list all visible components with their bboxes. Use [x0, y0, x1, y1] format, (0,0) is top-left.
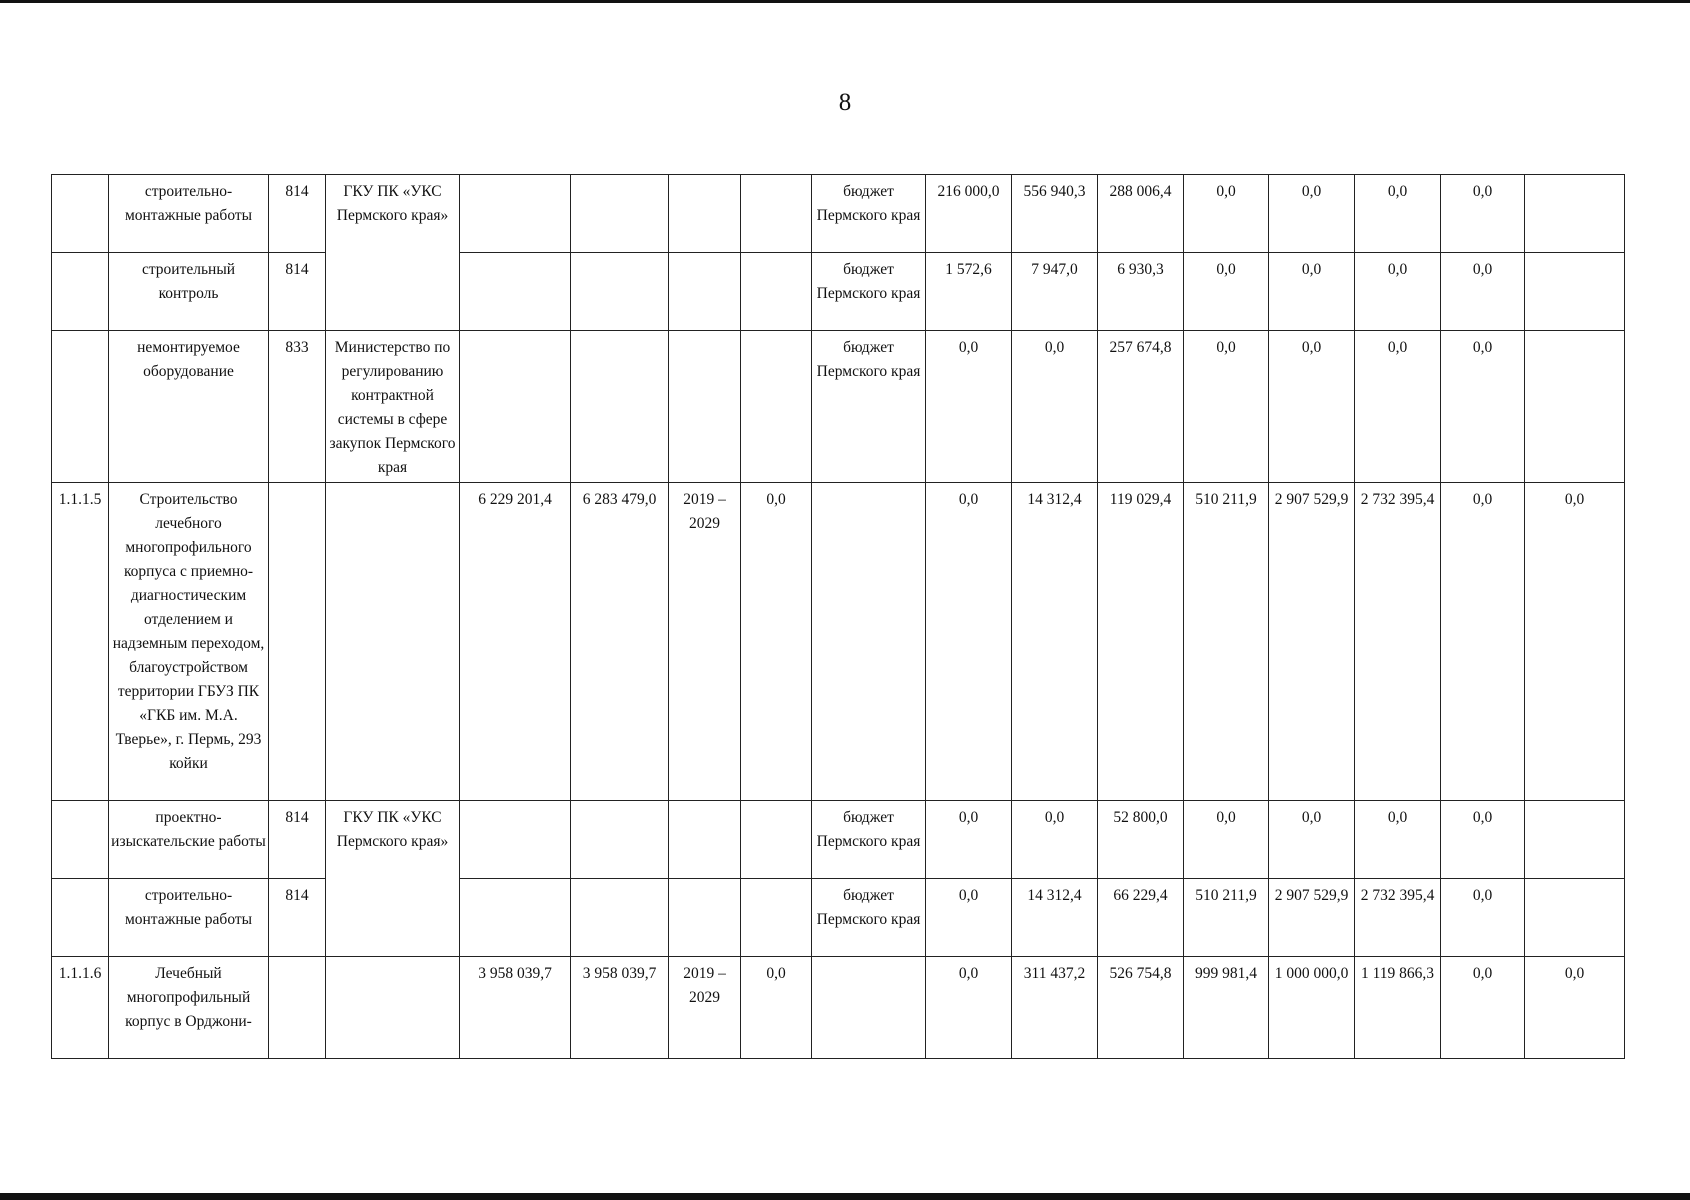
cell-value-7: 0,0	[1441, 331, 1525, 483]
cell-period	[669, 801, 741, 879]
cell-value-7: 0,0	[1441, 957, 1525, 1059]
cell-readiness	[741, 253, 812, 331]
cell-period: 2019 – 2029	[669, 957, 741, 1059]
cell-executor	[326, 483, 460, 801]
cell-value-2: 556 940,3	[1012, 175, 1098, 253]
cell-value-1: 0,0	[926, 879, 1012, 957]
cell-readiness	[741, 331, 812, 483]
table-row	[52, 957, 1625, 1059]
cell-code	[52, 331, 109, 483]
cell-grbs: 814	[269, 175, 326, 253]
cell-value-4: 510 211,9	[1184, 879, 1269, 957]
cell-readiness: 0,0	[741, 957, 812, 1059]
table-row	[52, 331, 1625, 483]
cell-value-5: 2 907 529,9	[1269, 879, 1355, 957]
cell-value-6: 0,0	[1355, 253, 1441, 331]
cell-value-5: 0,0	[1269, 175, 1355, 253]
table-row	[52, 801, 1625, 879]
cell-readiness: 0,0	[741, 483, 812, 801]
cell-value-1: 0,0	[926, 957, 1012, 1059]
cell-value-2: 14 312,4	[1012, 483, 1098, 801]
cell-value-4: 999 981,4	[1184, 957, 1269, 1059]
cell-value-3: 52 800,0	[1098, 801, 1184, 879]
cell-grbs: 814	[269, 253, 326, 331]
cell-readiness	[741, 175, 812, 253]
table-row	[52, 879, 1625, 957]
cell-value-5: 0,0	[1269, 801, 1355, 879]
cell-value-4: 0,0	[1184, 253, 1269, 331]
cell-value-4: 510 211,9	[1184, 483, 1269, 801]
cell-funding-source: бюджет Пермского края	[812, 801, 926, 879]
cell-estimated-cost: 6 283 479,0	[571, 483, 669, 801]
cell-executor	[326, 957, 460, 1059]
cell-period	[669, 879, 741, 957]
cell-value-8	[1525, 175, 1625, 253]
cell-value-8: 0,0	[1525, 957, 1625, 1059]
scan-top-edge	[0, 0, 1690, 3]
cell-value-6: 0,0	[1355, 175, 1441, 253]
cell-total-cost	[460, 175, 571, 253]
cell-code	[52, 801, 109, 879]
cell-value-8	[1525, 801, 1625, 879]
cell-total-cost	[460, 331, 571, 483]
cell-grbs: 833	[269, 331, 326, 483]
cell-value-3: 257 674,8	[1098, 331, 1184, 483]
cell-estimated-cost	[571, 253, 669, 331]
cell-name: строительно-монтажные работы	[109, 175, 269, 253]
cell-value-4: 0,0	[1184, 175, 1269, 253]
cell-funding-source: бюджет Пермского края	[812, 175, 926, 253]
cell-value-3: 6 930,3	[1098, 253, 1184, 331]
cell-value-3: 66 229,4	[1098, 879, 1184, 957]
cell-value-3: 526 754,8	[1098, 957, 1184, 1059]
cell-value-7: 0,0	[1441, 879, 1525, 957]
cell-period	[669, 331, 741, 483]
cell-total-cost: 3 958 039,7	[460, 957, 571, 1059]
cell-value-8: 0,0	[1525, 483, 1625, 801]
cell-period	[669, 175, 741, 253]
cell-grbs: 814	[269, 879, 326, 957]
table-row	[52, 175, 1625, 253]
table-row	[52, 253, 1625, 331]
cell-estimated-cost	[571, 175, 669, 253]
cell-code	[52, 175, 109, 253]
cell-value-8	[1525, 879, 1625, 957]
cell-code: 1.1.1.6	[52, 957, 109, 1059]
cell-name: строительно-монтажные работы	[109, 879, 269, 957]
cell-total-cost: 6 229 201,4	[460, 483, 571, 801]
cell-value-1: 216 000,0	[926, 175, 1012, 253]
cell-value-2: 0,0	[1012, 801, 1098, 879]
cell-estimated-cost	[571, 331, 669, 483]
cell-value-8	[1525, 331, 1625, 483]
cell-code	[52, 253, 109, 331]
cell-readiness	[741, 801, 812, 879]
cell-value-6: 0,0	[1355, 801, 1441, 879]
cell-value-3: 288 006,4	[1098, 175, 1184, 253]
cell-value-1: 0,0	[926, 331, 1012, 483]
table-row	[52, 483, 1625, 801]
cell-value-5: 0,0	[1269, 331, 1355, 483]
cell-value-4: 0,0	[1184, 801, 1269, 879]
cell-value-7: 0,0	[1441, 253, 1525, 331]
cell-value-8	[1525, 253, 1625, 331]
cell-value-1: 1 572,6	[926, 253, 1012, 331]
cell-value-5: 0,0	[1269, 253, 1355, 331]
cell-value-6: 2 732 395,4	[1355, 483, 1441, 801]
cell-funding-source	[812, 957, 926, 1059]
budget-table	[51, 174, 1625, 1059]
cell-estimated-cost: 3 958 039,7	[571, 957, 669, 1059]
cell-name: строительный контроль	[109, 253, 269, 331]
cell-value-6: 2 732 395,4	[1355, 879, 1441, 957]
cell-executor: ГКУ ПК «УКС Пермского края»	[326, 801, 460, 957]
cell-name: проектно-изыскательские работы	[109, 801, 269, 879]
cell-grbs: 814	[269, 801, 326, 879]
cell-value-2: 0,0	[1012, 331, 1098, 483]
cell-value-2: 311 437,2	[1012, 957, 1098, 1059]
cell-total-cost	[460, 801, 571, 879]
cell-code: 1.1.1.5	[52, 483, 109, 801]
cell-name: Строительство лечебного многопрофильного корпуса с приемно-диагностическим отделением и надземным переходом, благоустройством территории ГБУЗ ПК «ГКБ им. М.А. Тверье», г. Пермь, 293 койки	[109, 483, 269, 801]
cell-value-4: 0,0	[1184, 331, 1269, 483]
cell-funding-source: бюджет Пермского края	[812, 253, 926, 331]
cell-funding-source: бюджет Пермского края	[812, 331, 926, 483]
cell-name: Лечебный многопрофильный корпус в Орджони-	[109, 957, 269, 1059]
cell-total-cost	[460, 879, 571, 957]
cell-period	[669, 253, 741, 331]
cell-code	[52, 879, 109, 957]
cell-total-cost	[460, 253, 571, 331]
cell-value-6: 1 119 866,3	[1355, 957, 1441, 1059]
cell-funding-source: бюджет Пермского края	[812, 879, 926, 957]
page-number: 8	[838, 89, 852, 116]
cell-value-7: 0,0	[1441, 175, 1525, 253]
cell-period: 2019 – 2029	[669, 483, 741, 801]
cell-executor: ГКУ ПК «УКС Пермского края»	[326, 175, 460, 331]
cell-executor: Министерство по регулированию контрактной системы в сфере закупок Пермского края	[326, 331, 460, 483]
cell-grbs	[269, 483, 326, 801]
cell-value-5: 2 907 529,9	[1269, 483, 1355, 801]
cell-value-7: 0,0	[1441, 483, 1525, 801]
cell-value-5: 1 000 000,0	[1269, 957, 1355, 1059]
cell-estimated-cost	[571, 801, 669, 879]
cell-funding-source	[812, 483, 926, 801]
cell-name: немонтируемое оборудование	[109, 331, 269, 483]
cell-value-7: 0,0	[1441, 801, 1525, 879]
cell-estimated-cost	[571, 879, 669, 957]
cell-readiness	[741, 879, 812, 957]
cell-grbs	[269, 957, 326, 1059]
cell-value-6: 0,0	[1355, 331, 1441, 483]
cell-value-2: 14 312,4	[1012, 879, 1098, 957]
cell-value-3: 119 029,4	[1098, 483, 1184, 801]
cell-value-1: 0,0	[926, 801, 1012, 879]
cell-value-1: 0,0	[926, 483, 1012, 801]
scan-bottom-edge	[0, 1193, 1690, 1200]
cell-value-2: 7 947,0	[1012, 253, 1098, 331]
